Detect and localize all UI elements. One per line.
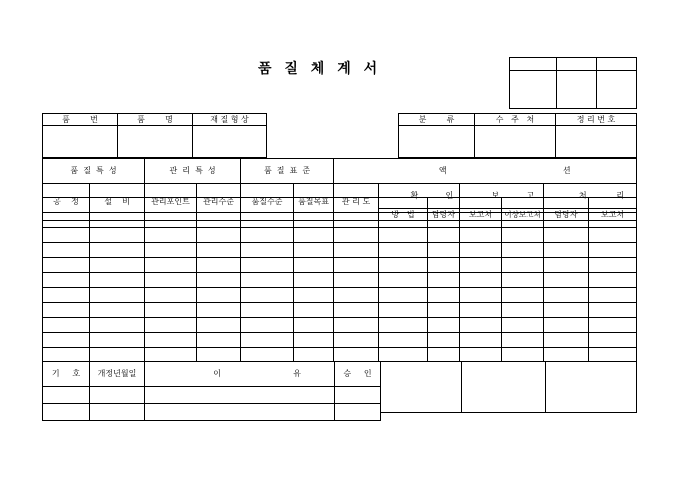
table-cell[interactable] <box>197 348 241 362</box>
revision-table <box>42 361 381 421</box>
table-cell[interactable] <box>145 213 197 228</box>
main-table-body <box>42 197 637 362</box>
table-cell[interactable] <box>294 273 334 288</box>
stamp-cell[interactable] <box>510 71 557 109</box>
table-cell[interactable] <box>589 333 637 348</box>
method-header: 방 법 <box>379 209 428 221</box>
table-cell[interactable] <box>197 243 241 258</box>
table-cell[interactable] <box>241 198 294 213</box>
table-cell[interactable] <box>589 258 637 273</box>
revision-cell[interactable] <box>145 387 335 404</box>
action-header-left: 액 <box>438 166 447 175</box>
handle-report-to-header: 보고처 <box>589 209 637 221</box>
customer-field[interactable] <box>475 126 556 158</box>
part-number-field[interactable] <box>43 126 118 158</box>
table-cell[interactable] <box>294 348 334 362</box>
table-cell[interactable] <box>428 243 460 258</box>
table-cell[interactable] <box>241 243 294 258</box>
revision-cell[interactable] <box>90 387 145 404</box>
table-cell[interactable] <box>502 303 544 318</box>
report-header-left: 보 <box>491 191 500 200</box>
table-cell[interactable] <box>334 348 379 362</box>
table-cell[interactable] <box>43 213 90 228</box>
table-cell[interactable] <box>241 213 294 228</box>
table-cell[interactable] <box>90 348 145 362</box>
table-cell[interactable] <box>428 348 460 362</box>
table-row <box>43 288 637 303</box>
table-cell[interactable] <box>379 303 428 318</box>
table-cell[interactable] <box>544 228 589 243</box>
reference-number-field[interactable] <box>556 126 637 158</box>
table-cell[interactable] <box>90 303 145 318</box>
table-cell[interactable] <box>544 243 589 258</box>
table-cell[interactable] <box>241 288 294 303</box>
table-cell[interactable] <box>428 213 460 228</box>
table-cell[interactable] <box>43 333 90 348</box>
management-feature-header: 관 리 특 성 <box>145 159 241 184</box>
report-header-right: 고 <box>526 191 535 200</box>
signature-box[interactable] <box>546 362 637 413</box>
quality-standard-header: 품 질 표 준 <box>241 159 334 184</box>
header-material-shape-label: 재 질 형 상 <box>193 114 267 126</box>
report-to-header: 보고처 <box>460 209 502 221</box>
table-cell[interactable] <box>502 228 544 243</box>
table-cell[interactable] <box>334 213 379 228</box>
table-cell[interactable] <box>502 243 544 258</box>
stamp-cell[interactable] <box>597 71 637 109</box>
table-cell[interactable] <box>145 333 197 348</box>
table-cell[interactable] <box>294 333 334 348</box>
table-cell[interactable] <box>544 273 589 288</box>
table-cell[interactable] <box>241 318 294 333</box>
table-cell[interactable] <box>460 333 502 348</box>
revision-cell[interactable] <box>145 404 335 421</box>
table-cell[interactable] <box>294 198 334 213</box>
table-cell[interactable] <box>589 303 637 318</box>
table-cell[interactable] <box>197 333 241 348</box>
table-cell[interactable] <box>145 273 197 288</box>
part-name-field[interactable] <box>118 126 193 158</box>
revision-cell[interactable] <box>335 387 381 404</box>
management-level-header: 관리수준 <box>197 184 241 221</box>
table-cell[interactable] <box>589 318 637 333</box>
table-cell[interactable] <box>145 318 197 333</box>
revision-cell[interactable] <box>335 404 381 421</box>
table-cell[interactable] <box>241 303 294 318</box>
header-part-number-label: 품 번 <box>43 114 118 126</box>
table-cell[interactable] <box>460 273 502 288</box>
table-cell[interactable] <box>502 273 544 288</box>
table-cell[interactable] <box>502 288 544 303</box>
table-row <box>43 348 637 362</box>
table-cell[interactable] <box>145 348 197 362</box>
header-right <box>398 113 637 158</box>
approval-header: 승 인 <box>335 362 381 387</box>
table-cell[interactable] <box>502 348 544 362</box>
table-cell[interactable] <box>428 333 460 348</box>
table-cell[interactable] <box>334 333 379 348</box>
quality-level-header: 품질수준 <box>241 184 294 221</box>
stamp-header-cell[interactable] <box>557 58 597 71</box>
table-cell[interactable] <box>145 198 197 213</box>
signature-box[interactable] <box>381 362 462 413</box>
table-cell[interactable] <box>90 333 145 348</box>
signature-box[interactable] <box>462 362 546 413</box>
table-cell[interactable] <box>544 213 589 228</box>
table-cell[interactable] <box>544 198 589 213</box>
table-cell[interactable] <box>428 228 460 243</box>
table-cell[interactable] <box>334 228 379 243</box>
material-shape-field[interactable] <box>193 126 267 158</box>
table-cell[interactable] <box>294 258 334 273</box>
header-left <box>42 113 267 158</box>
table-cell[interactable] <box>379 273 428 288</box>
table-cell[interactable] <box>90 243 145 258</box>
table-cell[interactable] <box>43 303 90 318</box>
table-cell[interactable] <box>334 243 379 258</box>
table-cell[interactable] <box>544 348 589 362</box>
table-cell[interactable] <box>589 273 637 288</box>
table-cell[interactable] <box>334 303 379 318</box>
table-cell[interactable] <box>379 348 428 362</box>
footer-signature-boxes <box>380 361 637 413</box>
table-row <box>43 228 637 243</box>
table-cell[interactable] <box>197 273 241 288</box>
process-header: 공 정 <box>43 184 90 221</box>
table-cell[interactable] <box>197 303 241 318</box>
table-cell[interactable] <box>90 273 145 288</box>
table-cell[interactable] <box>460 198 502 213</box>
table-cell[interactable] <box>197 258 241 273</box>
table-cell[interactable] <box>43 348 90 362</box>
reason-header <box>145 362 335 387</box>
table-cell[interactable] <box>294 318 334 333</box>
table-cell[interactable] <box>43 288 90 303</box>
table-cell[interactable] <box>197 318 241 333</box>
table-cell[interactable] <box>43 318 90 333</box>
reason-header-right: 유 <box>293 369 301 378</box>
quality-target-header: 품질목표 <box>294 184 334 221</box>
table-cell[interactable] <box>241 273 294 288</box>
abnormal-report-to-header: 이상보고처 <box>502 209 544 221</box>
table-cell[interactable] <box>544 333 589 348</box>
management-point-header: 관리포인트 <box>145 184 197 221</box>
table-cell[interactable] <box>589 228 637 243</box>
revision-date-header: 개정년월일 <box>90 362 145 387</box>
table-cell[interactable] <box>90 318 145 333</box>
handle-header-left: 처 <box>578 191 587 200</box>
table-cell[interactable] <box>428 288 460 303</box>
control-chart-header: 관 리 도 <box>334 184 379 221</box>
table-cell[interactable] <box>334 288 379 303</box>
table-cell[interactable] <box>428 258 460 273</box>
table-row <box>43 243 637 258</box>
table-cell[interactable] <box>460 213 502 228</box>
stamp-box <box>509 57 637 109</box>
table-cell[interactable] <box>90 288 145 303</box>
table-cell[interactable] <box>460 303 502 318</box>
table-cell[interactable] <box>379 228 428 243</box>
confirm-header-left: 확 <box>410 191 419 200</box>
table-cell[interactable] <box>241 258 294 273</box>
table-row <box>43 258 637 273</box>
table-cell[interactable] <box>379 198 428 213</box>
table-cell[interactable] <box>241 333 294 348</box>
table-cell[interactable] <box>334 318 379 333</box>
table-cell[interactable] <box>197 288 241 303</box>
table-row <box>43 318 637 333</box>
revision-cell[interactable] <box>43 404 90 421</box>
table-cell[interactable] <box>589 213 637 228</box>
table-cell[interactable] <box>145 258 197 273</box>
table-cell[interactable] <box>460 258 502 273</box>
table-cell[interactable] <box>334 198 379 213</box>
table-cell[interactable] <box>197 213 241 228</box>
table-cell[interactable] <box>241 228 294 243</box>
table-cell[interactable] <box>294 303 334 318</box>
table-cell[interactable] <box>502 198 544 213</box>
table-cell[interactable] <box>145 303 197 318</box>
table-cell[interactable] <box>43 273 90 288</box>
table-cell[interactable] <box>544 318 589 333</box>
table-cell[interactable] <box>90 258 145 273</box>
header-classification-label: 분 류 <box>399 114 475 126</box>
table-cell[interactable] <box>294 288 334 303</box>
action-header-right: 션 <box>562 166 571 175</box>
table-cell[interactable] <box>460 228 502 243</box>
reason-header-left: 이 <box>213 369 221 378</box>
revision-cell[interactable] <box>90 404 145 421</box>
table-cell[interactable] <box>241 348 294 362</box>
document-title: 품 질 체 계 서 <box>258 61 382 77</box>
header-reference-number-label: 정 리 번 호 <box>556 114 637 126</box>
table-row <box>43 213 637 228</box>
table-cell[interactable] <box>43 198 90 213</box>
table-cell[interactable] <box>90 228 145 243</box>
table-cell[interactable] <box>589 348 637 362</box>
table-cell[interactable] <box>90 198 145 213</box>
table-cell[interactable] <box>544 288 589 303</box>
table-cell[interactable] <box>145 228 197 243</box>
revision-cell[interactable] <box>43 387 90 404</box>
quality-feature-header: 품 질 특 성 <box>43 159 145 184</box>
classification-field[interactable] <box>399 126 475 158</box>
table-cell[interactable] <box>460 348 502 362</box>
stamp-header-cell[interactable] <box>510 58 557 71</box>
table-cell[interactable] <box>502 333 544 348</box>
table-row <box>43 303 637 318</box>
table-row <box>43 273 637 288</box>
table-cell[interactable] <box>460 318 502 333</box>
table-cell[interactable] <box>460 288 502 303</box>
table-cell[interactable] <box>43 243 90 258</box>
handle-person-header: 담당자 <box>544 209 589 221</box>
handle-header-right: 리 <box>616 191 625 200</box>
table-cell[interactable] <box>502 258 544 273</box>
table-cell[interactable] <box>428 303 460 318</box>
table-cell[interactable] <box>334 273 379 288</box>
table-cell[interactable] <box>589 243 637 258</box>
table-cell[interactable] <box>379 213 428 228</box>
table-cell[interactable] <box>502 213 544 228</box>
table-cell[interactable] <box>43 258 90 273</box>
table-cell[interactable] <box>428 318 460 333</box>
header-customer-label: 수 주 처 <box>475 114 556 126</box>
stamp-header-cell[interactable] <box>597 58 637 71</box>
table-cell[interactable] <box>90 213 145 228</box>
action-header <box>334 159 637 184</box>
table-cell[interactable] <box>379 258 428 273</box>
table-row <box>43 333 637 348</box>
table-cell[interactable] <box>460 243 502 258</box>
table-cell[interactable] <box>294 213 334 228</box>
table-cell[interactable] <box>544 303 589 318</box>
table-row <box>43 198 637 213</box>
symbol-header: 기 호 <box>43 362 90 387</box>
table-cell[interactable] <box>197 198 241 213</box>
table-cell[interactable] <box>589 198 637 213</box>
table-cell[interactable] <box>294 228 334 243</box>
table-cell[interactable] <box>379 318 428 333</box>
table-cell[interactable] <box>379 243 428 258</box>
table-cell[interactable] <box>43 228 90 243</box>
confirm-person-header: 담당자 <box>428 209 460 221</box>
equipment-header: 설 비 <box>90 184 145 221</box>
table-cell[interactable] <box>379 288 428 303</box>
table-cell[interactable] <box>197 228 241 243</box>
table-cell[interactable] <box>334 258 379 273</box>
table-cell[interactable] <box>428 198 460 213</box>
table-cell[interactable] <box>502 318 544 333</box>
table-cell[interactable] <box>379 333 428 348</box>
table-cell[interactable] <box>145 243 197 258</box>
stamp-cell[interactable] <box>557 71 597 109</box>
table-cell[interactable] <box>294 243 334 258</box>
table-cell[interactable] <box>428 273 460 288</box>
confirm-header-right: 인 <box>445 191 454 200</box>
table-cell[interactable] <box>544 258 589 273</box>
table-cell[interactable] <box>589 288 637 303</box>
table-cell[interactable] <box>145 288 197 303</box>
header-part-name-label: 품 명 <box>118 114 193 126</box>
